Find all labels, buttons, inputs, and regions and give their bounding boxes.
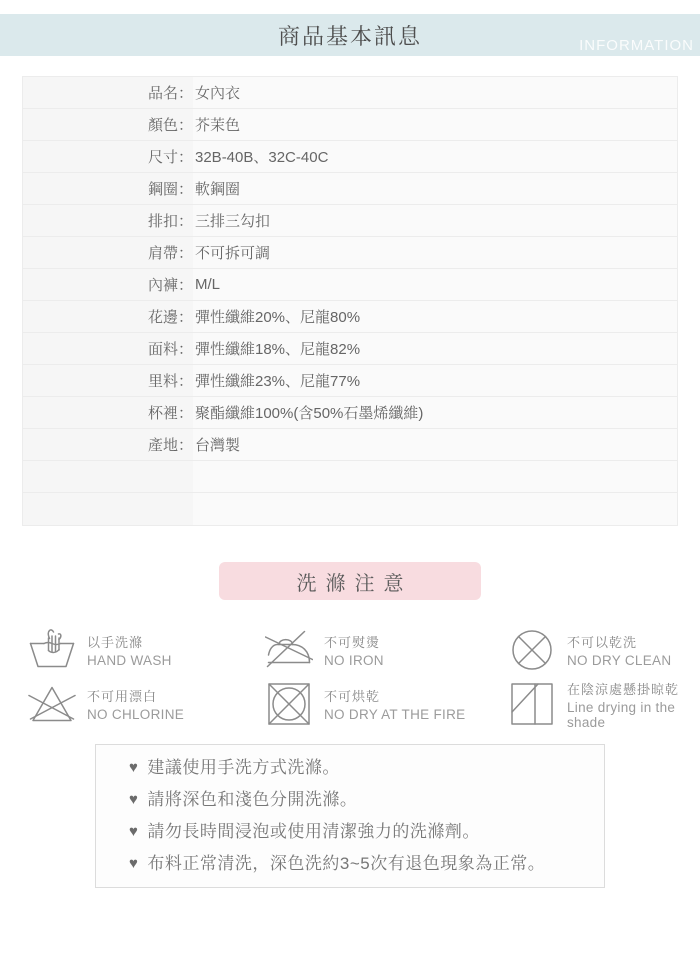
spec-value: 不可拆可調 [193, 237, 677, 268]
care-item-no-chlorine [28, 680, 265, 728]
heart-icon: ♥ [129, 823, 139, 840]
wash-section-title [219, 562, 481, 600]
spec-separator: ： [177, 373, 193, 390]
care-label-en: NO DRY AT THE FIRE [324, 707, 466, 722]
heart-icon: ♥ [129, 855, 139, 872]
table-row [23, 237, 677, 269]
table-row [23, 173, 677, 205]
spec-value: 彈性纖維23%、尼龍77% [193, 365, 677, 396]
care-label-zh: 不可用漂白 [87, 689, 158, 704]
spec-label: 品名 [147, 85, 178, 102]
spec-separator: ： [177, 245, 193, 262]
spec-value: 女內衣 [193, 77, 677, 108]
spec-value: 台灣製 [193, 429, 677, 460]
spec-value: M/L [193, 269, 677, 300]
care-item-no-iron [265, 626, 508, 674]
spec-value: 彈性纖維20%、尼龍80% [193, 301, 677, 332]
spec-value: 軟鋼圈 [193, 173, 677, 204]
spec-separator: ： [177, 309, 193, 326]
spec-label: 鋼圈 [147, 181, 178, 198]
tip-text: 請將深色和淺色分開洗滌。 [147, 790, 358, 809]
spec-separator: ： [177, 213, 193, 230]
table-row [23, 141, 677, 173]
spec-value: 彈性纖維18%、尼龍82% [193, 333, 677, 364]
care-label-en: Line drying in the shade [567, 699, 676, 730]
spec-label: 尺寸 [147, 149, 178, 166]
spec-separator: ： [177, 85, 193, 102]
basic-info-header [0, 14, 700, 56]
spec-label: 花邊 [147, 309, 178, 326]
table-row [23, 397, 677, 429]
spec-label: 杯裡 [147, 405, 178, 422]
spec-label: 里料 [147, 373, 178, 390]
table-row [23, 269, 677, 301]
table-row [23, 77, 677, 109]
heart-icon: ♥ [129, 759, 139, 776]
table-row-empty [23, 493, 677, 525]
tip-item [129, 848, 588, 880]
care-item-no-tumble-dry [265, 680, 508, 728]
spec-separator: ： [177, 341, 193, 358]
care-label-en: NO DRY CLEAN [567, 653, 672, 668]
no-chlorine-icon [28, 680, 76, 728]
spec-label: 面料 [147, 341, 178, 358]
table-row [23, 205, 677, 237]
tip-item [129, 784, 588, 816]
spec-label: 肩帶 [147, 245, 178, 262]
care-label-zh: 不可以乾洗 [567, 635, 638, 650]
spec-value: 32B-40B、32C-40C [193, 141, 677, 172]
spec-label: 排扣 [147, 213, 178, 230]
care-label-en: NO IRON [324, 653, 384, 668]
no-tumble-dry-icon [265, 680, 313, 728]
table-row [23, 301, 677, 333]
no-dry-clean-icon [508, 626, 556, 674]
care-label-zh: 以手洗滌 [87, 635, 144, 650]
tip-text: 建議使用手洗方式洗滌。 [147, 758, 340, 777]
wash-tips-box [95, 744, 605, 888]
care-item-line-dry-shade [508, 680, 700, 728]
page-title: 商品基本訊息 [277, 23, 422, 49]
spec-table [22, 76, 678, 526]
header-watermark: INFORMATION [579, 37, 694, 54]
table-row [23, 429, 677, 461]
spec-value: 三排三勾扣 [193, 205, 677, 236]
spec-separator: ： [177, 149, 193, 166]
tip-item [129, 816, 588, 848]
spec-separator: ： [177, 181, 193, 198]
spec-separator: ： [177, 117, 193, 134]
spec-value: 聚酯纖維100%(含50%石墨烯纖維) [193, 397, 677, 428]
heart-icon: ♥ [129, 791, 139, 808]
table-row-empty [23, 461, 677, 493]
spec-separator: ： [177, 437, 193, 454]
care-label-zh: 不可熨燙 [324, 635, 381, 650]
care-icons-grid [28, 626, 700, 728]
spec-label: 產地 [147, 437, 178, 454]
line-dry-shade-icon [508, 680, 556, 728]
spec-separator: ： [177, 405, 193, 422]
no-iron-icon [265, 626, 313, 674]
tip-item [129, 752, 588, 784]
care-label-zh: 不可烘乾 [324, 689, 381, 704]
tip-text: 請勿長時間浸泡或使用清潔強力的洗滌劑。 [147, 822, 480, 841]
spec-label: 顏色 [147, 117, 178, 134]
spec-label: 內褲 [147, 277, 178, 294]
tip-text: 布料正常清洗，深色洗約3~5次有退色現象為正常。 [147, 854, 546, 873]
spec-value: 芥茉色 [193, 109, 677, 140]
care-item-hand-wash [28, 626, 265, 674]
table-row [23, 109, 677, 141]
care-item-no-dry-clean [508, 626, 700, 674]
care-label-en: NO CHLORINE [87, 707, 185, 722]
spec-separator: ： [177, 277, 193, 294]
care-label-en: HAND WASH [87, 653, 172, 668]
wash-title-text: 洗滌注意 [296, 572, 413, 595]
hand-wash-icon [28, 626, 76, 674]
table-row [23, 365, 677, 397]
care-label-zh: 在陰涼處懸掛晾乾 [567, 681, 680, 697]
table-row [23, 333, 677, 365]
